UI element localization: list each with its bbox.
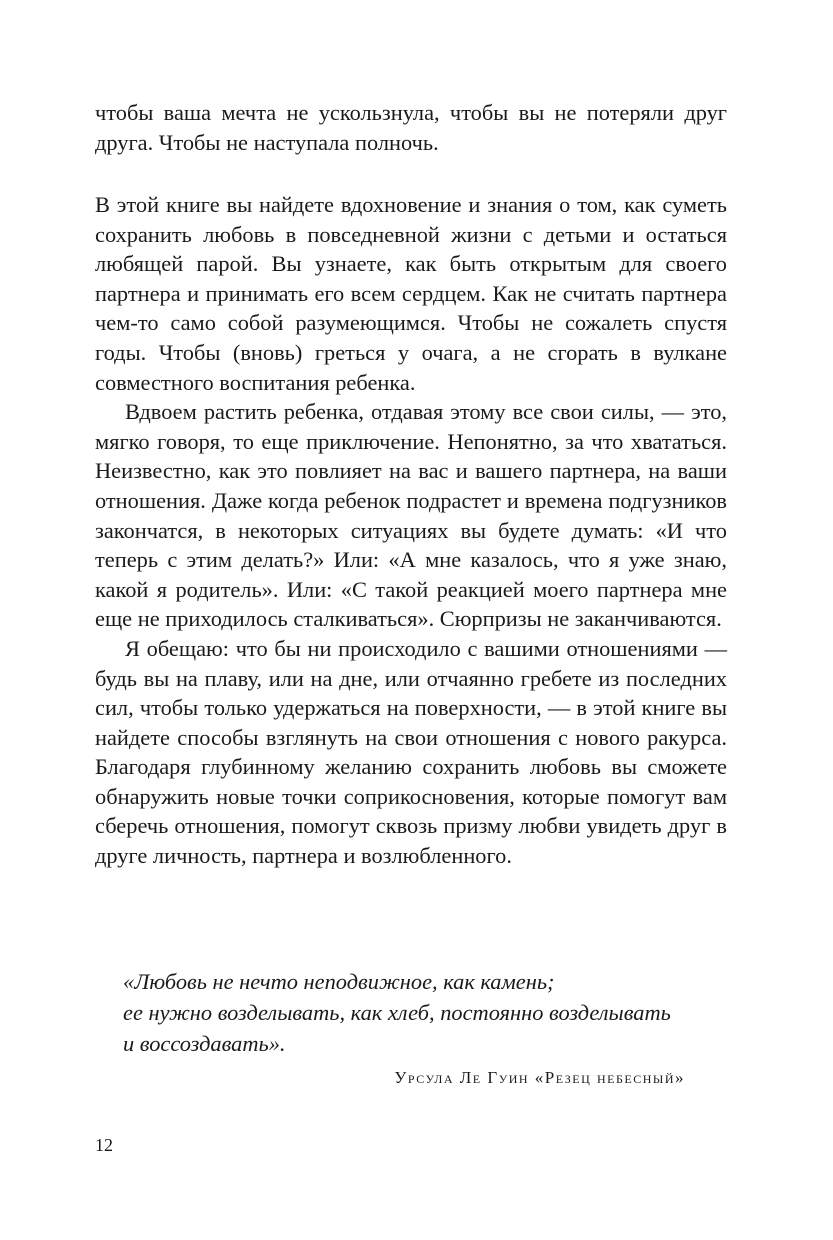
quote-line: «Любовь не нечто неподвижное, как камень; <box>123 969 555 994</box>
paragraph-promise: Я обещаю: что бы ни происходило с вашими отношениями — будь вы на плаву, или на дне, или отчаянно гребете из последних сил, чтобы только удержаться на поверхности, — в этой книге вы найдете способы взглянуть на свои отношения с нового ракурса. Благодаря глубинному желанию сохранить любовь вы сможете обнаружить новые точки соприкосновения, которые помогут вам сберечь отношения, помогут сквозь призму любви увидеть друг в друге личность, партнера и возлюбленного. <box>95 635 727 869</box>
main-text <box>95 190 727 871</box>
page-number: 12 <box>95 1135 113 1155</box>
text-line: чтобы ваша мечта не ускользнула, чтобы вы не потеряли друг <box>95 100 727 125</box>
continued-paragraph <box>95 98 727 157</box>
paragraph-intro: В этой книге вы найдете вдохновение и знания о том, как суметь сохранить любовь в повседневной жизни с детьми и остаться любящей парой. Вы узнаете, как быть открытым для своего партнера и принимать его всем сердцем. Как не считать партнера чем-то само собой разумеющимся. Чтобы не сожалеть спустя годы. Чтобы (вновь) греться у очага, а не сгорать в вулкане совместного воспитания ребенка. <box>95 192 727 395</box>
quote-attribution: Урсула Ле Гуин «Резец небесный» <box>394 1068 685 1087</box>
epigraph-quote <box>123 966 723 1059</box>
quote-line: и воссоздавать». <box>123 1031 286 1056</box>
quote-line: ее нужно возделывать, как хлеб, постоянно возделывать <box>123 1000 671 1025</box>
paragraph-adventure: Вдвоем растить ребенка, отдавая этому все свои силы, — это, мягко говоря, то еще приключение. Непонятно, за что хвататься. Неизвестно, как это повлияет на вас и вашего партнера, на ваши отношения. Даже когда ребенок подрастет и времена подгузников закончатся, в некоторых ситуациях вы будете думать: «И что теперь с этим делать?» Или: «А мне казалось, что я уже знаю, какой я родитель». Или: «С такой реакцией моего партнера мне еще не приходилось сталкиваться». Сюрпризы не заканчиваются. <box>95 399 727 632</box>
text-line: друга. Чтобы не наступала полночь. <box>95 129 439 155</box>
